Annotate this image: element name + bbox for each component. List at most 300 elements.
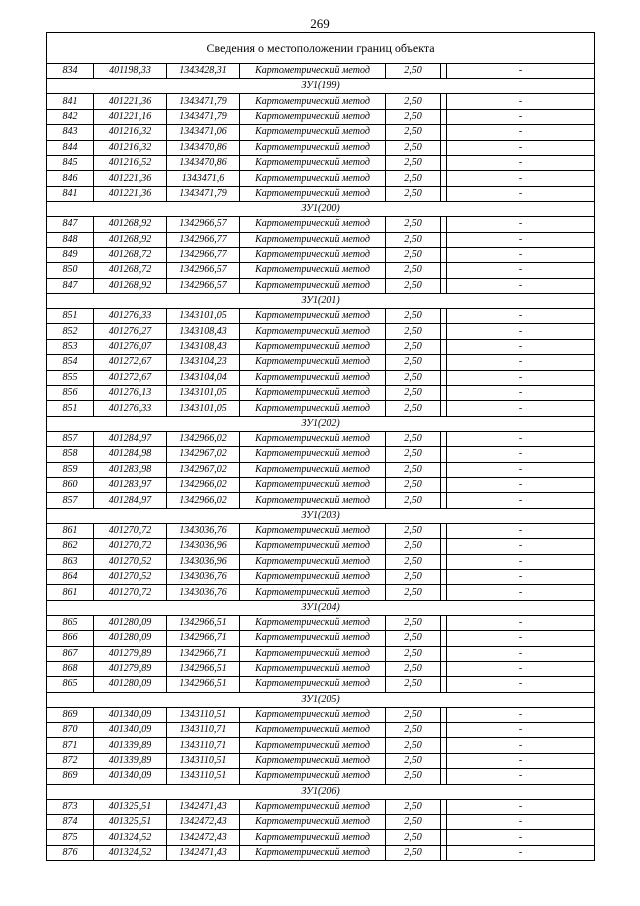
coord-x-cell: 401339,89 — [94, 738, 167, 753]
accuracy-cell: 2,50 — [386, 140, 441, 155]
point-number-cell: 843 — [47, 125, 94, 140]
coord-x-cell: 401276,33 — [94, 309, 167, 324]
method-cell: Картометрический метод — [240, 554, 386, 569]
point-number-cell: 876 — [47, 845, 94, 860]
table-row — [47, 615, 595, 630]
coord-x-cell: 401216,52 — [94, 155, 167, 170]
description-cell: - — [447, 247, 595, 262]
point-number-cell: 855 — [47, 370, 94, 385]
coord-y-cell: 1343104,04 — [167, 370, 240, 385]
accuracy-cell: 2,50 — [386, 830, 441, 845]
coord-y-cell: 1343101,05 — [167, 386, 240, 401]
accuracy-cell: 2,50 — [386, 707, 441, 722]
point-number-cell: 845 — [47, 155, 94, 170]
table-row — [47, 523, 595, 538]
description-cell: - — [447, 431, 595, 446]
coord-x-cell: 401216,32 — [94, 125, 167, 140]
description-cell: - — [447, 94, 595, 109]
coord-y-cell: 1343108,43 — [167, 324, 240, 339]
description-cell: - — [447, 386, 595, 401]
table-row — [47, 646, 595, 661]
coord-x-cell: 401270,72 — [94, 585, 167, 600]
boundary-table — [46, 32, 595, 861]
group-header-row — [47, 508, 595, 523]
table-row — [47, 324, 595, 339]
accuracy-cell: 2,50 — [386, 171, 441, 186]
method-cell: Картометрический метод — [240, 64, 386, 79]
table-row — [47, 753, 595, 768]
description-cell: - — [447, 723, 595, 738]
coord-x-cell: 401283,97 — [94, 477, 167, 492]
table-row — [47, 309, 595, 324]
description-cell: - — [447, 477, 595, 492]
point-number-cell: 865 — [47, 615, 94, 630]
coord-y-cell: 1343036,96 — [167, 539, 240, 554]
accuracy-cell: 2,50 — [386, 523, 441, 538]
accuracy-cell: 2,50 — [386, 723, 441, 738]
coord-x-cell: 401279,89 — [94, 661, 167, 676]
coord-x-cell: 401280,09 — [94, 677, 167, 692]
description-cell: - — [447, 707, 595, 722]
coord-y-cell: 1343428,31 — [167, 64, 240, 79]
point-number-cell: 871 — [47, 738, 94, 753]
description-cell: - — [447, 631, 595, 646]
accuracy-cell: 2,50 — [386, 845, 441, 860]
description-cell: - — [447, 799, 595, 814]
description-cell: - — [447, 738, 595, 753]
coord-y-cell: 1342967,02 — [167, 462, 240, 477]
method-cell: Картометрический метод — [240, 339, 386, 354]
coord-y-cell: 1342966,71 — [167, 646, 240, 661]
group-label: ЗУ1(206) — [47, 784, 595, 799]
coord-x-cell: 401325,51 — [94, 799, 167, 814]
accuracy-cell: 2,50 — [386, 569, 441, 584]
coord-y-cell: 1343104,23 — [167, 355, 240, 370]
description-cell: - — [447, 370, 595, 385]
table-title-row — [47, 33, 595, 64]
coord-x-cell: 401268,72 — [94, 247, 167, 262]
point-number-cell: 847 — [47, 217, 94, 232]
table-row — [47, 171, 595, 186]
coord-y-cell: 1343110,51 — [167, 707, 240, 722]
group-label: ЗУ1(203) — [47, 508, 595, 523]
description-cell: - — [447, 585, 595, 600]
coord-y-cell: 1343471,79 — [167, 109, 240, 124]
accuracy-cell: 2,50 — [386, 539, 441, 554]
description-cell: - — [447, 355, 595, 370]
description-cell: - — [447, 554, 595, 569]
coord-y-cell: 1343470,86 — [167, 155, 240, 170]
table-row — [47, 830, 595, 845]
table-row — [47, 677, 595, 692]
coord-y-cell: 1343110,51 — [167, 753, 240, 768]
group-header-row — [47, 692, 595, 707]
group-label: ЗУ1(201) — [47, 294, 595, 309]
description-cell: - — [447, 661, 595, 676]
coord-x-cell: 401339,89 — [94, 753, 167, 768]
accuracy-cell: 2,50 — [386, 677, 441, 692]
accuracy-cell: 2,50 — [386, 799, 441, 814]
description-cell: - — [447, 447, 595, 462]
coord-x-cell: 401283,98 — [94, 462, 167, 477]
point-number-cell: 864 — [47, 569, 94, 584]
coord-y-cell: 1342966,02 — [167, 431, 240, 446]
coord-y-cell: 1342966,71 — [167, 631, 240, 646]
description-cell: - — [447, 569, 595, 584]
table-row — [47, 64, 595, 79]
accuracy-cell: 2,50 — [386, 661, 441, 676]
table-row — [47, 109, 595, 124]
table-row — [47, 355, 595, 370]
method-cell: Картометрический метод — [240, 830, 386, 845]
point-number-cell: 846 — [47, 171, 94, 186]
point-number-cell: 856 — [47, 386, 94, 401]
coord-y-cell: 1343101,05 — [167, 401, 240, 416]
point-number-cell: 852 — [47, 324, 94, 339]
table-row — [47, 94, 595, 109]
point-number-cell: 841 — [47, 186, 94, 201]
accuracy-cell: 2,50 — [386, 94, 441, 109]
coord-x-cell: 401276,07 — [94, 339, 167, 354]
coord-x-cell: 401276,33 — [94, 401, 167, 416]
point-number-cell: 851 — [47, 401, 94, 416]
point-number-cell: 854 — [47, 355, 94, 370]
method-cell: Картометрический метод — [240, 278, 386, 293]
description-cell: - — [447, 109, 595, 124]
accuracy-cell: 2,50 — [386, 217, 441, 232]
coord-y-cell: 1342472,43 — [167, 830, 240, 845]
coord-x-cell: 401268,92 — [94, 278, 167, 293]
method-cell: Картометрический метод — [240, 309, 386, 324]
table-row — [47, 186, 595, 201]
accuracy-cell: 2,50 — [386, 462, 441, 477]
point-number-cell: 841 — [47, 94, 94, 109]
method-cell: Картометрический метод — [240, 615, 386, 630]
point-number-cell: 853 — [47, 339, 94, 354]
method-cell: Картометрический метод — [240, 845, 386, 860]
point-number-cell: 847 — [47, 278, 94, 293]
method-cell: Картометрический метод — [240, 355, 386, 370]
table-row — [47, 631, 595, 646]
coord-y-cell: 1342966,51 — [167, 615, 240, 630]
coord-x-cell: 401268,92 — [94, 232, 167, 247]
description-cell: - — [447, 845, 595, 860]
point-number-cell: 861 — [47, 523, 94, 538]
coord-y-cell: 1342966,02 — [167, 493, 240, 508]
description-cell: - — [447, 155, 595, 170]
coord-x-cell: 401284,97 — [94, 431, 167, 446]
point-number-cell: 866 — [47, 631, 94, 646]
accuracy-cell: 2,50 — [386, 109, 441, 124]
method-cell: Картометрический метод — [240, 677, 386, 692]
coord-x-cell: 401270,52 — [94, 554, 167, 569]
coord-y-cell: 1342471,43 — [167, 799, 240, 814]
coord-x-cell: 401324,52 — [94, 845, 167, 860]
method-cell: Картометрический метод — [240, 186, 386, 201]
description-cell: - — [447, 462, 595, 477]
group-label: ЗУ1(200) — [47, 202, 595, 217]
point-number-cell: 851 — [47, 309, 94, 324]
coord-x-cell: 401340,09 — [94, 707, 167, 722]
accuracy-cell: 2,50 — [386, 247, 441, 262]
accuracy-cell: 2,50 — [386, 386, 441, 401]
method-cell: Картометрический метод — [240, 707, 386, 722]
accuracy-cell: 2,50 — [386, 631, 441, 646]
group-label: ЗУ1(204) — [47, 600, 595, 615]
method-cell: Картометрический метод — [240, 569, 386, 584]
description-cell: - — [447, 539, 595, 554]
table-row — [47, 738, 595, 753]
method-cell: Картометрический метод — [240, 753, 386, 768]
table-row — [47, 723, 595, 738]
accuracy-cell: 2,50 — [386, 155, 441, 170]
table-row — [47, 845, 595, 860]
table-row — [47, 493, 595, 508]
table-row — [47, 140, 595, 155]
description-cell: - — [447, 171, 595, 186]
coord-y-cell: 1343110,71 — [167, 738, 240, 753]
method-cell: Картометрический метод — [240, 109, 386, 124]
table-row — [47, 799, 595, 814]
accuracy-cell: 2,50 — [386, 615, 441, 630]
description-cell: - — [447, 125, 595, 140]
coord-x-cell: 401221,36 — [94, 94, 167, 109]
coord-y-cell: 1343036,76 — [167, 569, 240, 584]
point-number-cell: 860 — [47, 477, 94, 492]
point-number-cell: 868 — [47, 661, 94, 676]
coord-y-cell: 1342966,77 — [167, 232, 240, 247]
group-label: ЗУ1(199) — [47, 79, 595, 94]
point-number-cell: 867 — [47, 646, 94, 661]
group-header-row — [47, 416, 595, 431]
method-cell: Картометрический метод — [240, 661, 386, 676]
table-row — [47, 278, 595, 293]
table-row — [47, 155, 595, 170]
coord-x-cell: 401340,09 — [94, 769, 167, 784]
coord-x-cell: 401276,13 — [94, 386, 167, 401]
accuracy-cell: 2,50 — [386, 232, 441, 247]
coord-y-cell: 1342966,02 — [167, 477, 240, 492]
accuracy-cell: 2,50 — [386, 278, 441, 293]
table-row — [47, 247, 595, 262]
method-cell: Картометрический метод — [240, 386, 386, 401]
accuracy-cell: 2,50 — [386, 309, 441, 324]
description-cell: - — [447, 815, 595, 830]
accuracy-cell: 2,50 — [386, 447, 441, 462]
accuracy-cell: 2,50 — [386, 769, 441, 784]
accuracy-cell: 2,50 — [386, 646, 441, 661]
table-title: Сведения о местоположении границ объекта — [47, 33, 595, 64]
point-number-cell: 872 — [47, 753, 94, 768]
point-number-cell: 863 — [47, 554, 94, 569]
accuracy-cell: 2,50 — [386, 355, 441, 370]
group-header-row — [47, 784, 595, 799]
point-number-cell: 861 — [47, 585, 94, 600]
coord-x-cell: 401268,92 — [94, 217, 167, 232]
table-row — [47, 386, 595, 401]
table-row — [47, 769, 595, 784]
description-cell: - — [447, 232, 595, 247]
table-row — [47, 585, 595, 600]
coord-y-cell: 1342966,51 — [167, 677, 240, 692]
group-header-row — [47, 79, 595, 94]
description-cell: - — [447, 769, 595, 784]
accuracy-cell: 2,50 — [386, 64, 441, 79]
description-cell: - — [447, 309, 595, 324]
method-cell: Картометрический метод — [240, 462, 386, 477]
method-cell: Картометрический метод — [240, 94, 386, 109]
method-cell: Картометрический метод — [240, 217, 386, 232]
point-number-cell: 873 — [47, 799, 94, 814]
table-row — [47, 339, 595, 354]
accuracy-cell: 2,50 — [386, 401, 441, 416]
coord-x-cell: 401325,51 — [94, 815, 167, 830]
coord-y-cell: 1342471,43 — [167, 845, 240, 860]
point-number-cell: 859 — [47, 462, 94, 477]
coord-y-cell: 1343108,43 — [167, 339, 240, 354]
coord-y-cell: 1343471,79 — [167, 94, 240, 109]
accuracy-cell: 2,50 — [386, 263, 441, 278]
method-cell: Картометрический метод — [240, 477, 386, 492]
description-cell: - — [447, 64, 595, 79]
coord-y-cell: 1343471,6 — [167, 171, 240, 186]
coord-x-cell: 401284,98 — [94, 447, 167, 462]
coord-y-cell: 1343471,06 — [167, 125, 240, 140]
coord-y-cell: 1342967,02 — [167, 447, 240, 462]
method-cell: Картометрический метод — [240, 140, 386, 155]
accuracy-cell: 2,50 — [386, 186, 441, 201]
method-cell: Картометрический метод — [240, 401, 386, 416]
coord-x-cell: 401272,67 — [94, 355, 167, 370]
coord-x-cell: 401270,52 — [94, 569, 167, 584]
coord-x-cell: 401340,09 — [94, 723, 167, 738]
accuracy-cell: 2,50 — [386, 738, 441, 753]
description-cell: - — [447, 830, 595, 845]
coord-x-cell: 401324,52 — [94, 830, 167, 845]
method-cell: Картометрический метод — [240, 799, 386, 814]
coord-x-cell: 401216,32 — [94, 140, 167, 155]
description-cell: - — [447, 263, 595, 278]
table-row — [47, 815, 595, 830]
point-number-cell: 850 — [47, 263, 94, 278]
method-cell: Картометрический метод — [240, 539, 386, 554]
coord-x-cell: 401221,36 — [94, 171, 167, 186]
description-cell: - — [447, 140, 595, 155]
coord-x-cell: 401272,67 — [94, 370, 167, 385]
coord-x-cell: 401270,72 — [94, 539, 167, 554]
coord-x-cell: 401280,09 — [94, 631, 167, 646]
method-cell: Картометрический метод — [240, 247, 386, 262]
table-row — [47, 554, 595, 569]
accuracy-cell: 2,50 — [386, 753, 441, 768]
description-cell: - — [447, 615, 595, 630]
method-cell: Картометрический метод — [240, 646, 386, 661]
point-number-cell: 869 — [47, 769, 94, 784]
coord-x-cell: 401270,72 — [94, 523, 167, 538]
coord-y-cell: 1343036,76 — [167, 523, 240, 538]
coord-x-cell: 401198,33 — [94, 64, 167, 79]
group-header-row — [47, 600, 595, 615]
accuracy-cell: 2,50 — [386, 431, 441, 446]
point-number-cell: 862 — [47, 539, 94, 554]
accuracy-cell: 2,50 — [386, 339, 441, 354]
method-cell: Картометрический метод — [240, 447, 386, 462]
coord-y-cell: 1342966,77 — [167, 247, 240, 262]
coord-x-cell: 401280,09 — [94, 615, 167, 630]
table-row — [47, 707, 595, 722]
accuracy-cell: 2,50 — [386, 585, 441, 600]
method-cell: Картометрический метод — [240, 631, 386, 646]
method-cell: Картометрический метод — [240, 232, 386, 247]
point-number-cell: 858 — [47, 447, 94, 462]
coord-x-cell: 401279,89 — [94, 646, 167, 661]
coord-x-cell: 401284,97 — [94, 493, 167, 508]
method-cell: Картометрический метод — [240, 125, 386, 140]
table-row — [47, 370, 595, 385]
method-cell: Картометрический метод — [240, 769, 386, 784]
coord-y-cell: 1343101,05 — [167, 309, 240, 324]
method-cell: Картометрический метод — [240, 723, 386, 738]
method-cell: Картометрический метод — [240, 263, 386, 278]
group-header-row — [47, 202, 595, 217]
table-row — [47, 462, 595, 477]
accuracy-cell: 2,50 — [386, 815, 441, 830]
group-label: ЗУ1(202) — [47, 416, 595, 431]
table-row — [47, 125, 595, 140]
method-cell: Картометрический метод — [240, 493, 386, 508]
point-number-cell: 869 — [47, 707, 94, 722]
description-cell: - — [447, 339, 595, 354]
method-cell: Картометрический метод — [240, 815, 386, 830]
accuracy-cell: 2,50 — [386, 554, 441, 569]
coord-x-cell: 401221,16 — [94, 109, 167, 124]
page-number: 269 — [310, 16, 330, 31]
table-row — [47, 263, 595, 278]
table-row — [47, 232, 595, 247]
group-header-row — [47, 294, 595, 309]
accuracy-cell: 2,50 — [386, 477, 441, 492]
coord-y-cell: 1342472,43 — [167, 815, 240, 830]
description-cell: - — [447, 523, 595, 538]
coord-y-cell: 1343110,71 — [167, 723, 240, 738]
coord-x-cell: 401268,72 — [94, 263, 167, 278]
point-number-cell: 849 — [47, 247, 94, 262]
description-cell: - — [447, 324, 595, 339]
point-number-cell: 834 — [47, 64, 94, 79]
method-cell: Картометрический метод — [240, 431, 386, 446]
coord-y-cell: 1343471,79 — [167, 186, 240, 201]
table-row — [47, 569, 595, 584]
table-row — [47, 431, 595, 446]
point-number-cell: 865 — [47, 677, 94, 692]
table-row — [47, 217, 595, 232]
method-cell: Картометрический метод — [240, 585, 386, 600]
group-label: ЗУ1(205) — [47, 692, 595, 707]
coord-y-cell: 1342966,57 — [167, 263, 240, 278]
method-cell: Картометрический метод — [240, 523, 386, 538]
table-row — [47, 477, 595, 492]
description-cell: - — [447, 278, 595, 293]
table-row — [47, 447, 595, 462]
description-cell: - — [447, 401, 595, 416]
description-cell: - — [447, 186, 595, 201]
point-number-cell: 874 — [47, 815, 94, 830]
description-cell: - — [447, 646, 595, 661]
boundary-table-container — [46, 32, 594, 861]
coord-y-cell: 1342966,51 — [167, 661, 240, 676]
coord-y-cell: 1342966,57 — [167, 217, 240, 232]
accuracy-cell: 2,50 — [386, 493, 441, 508]
